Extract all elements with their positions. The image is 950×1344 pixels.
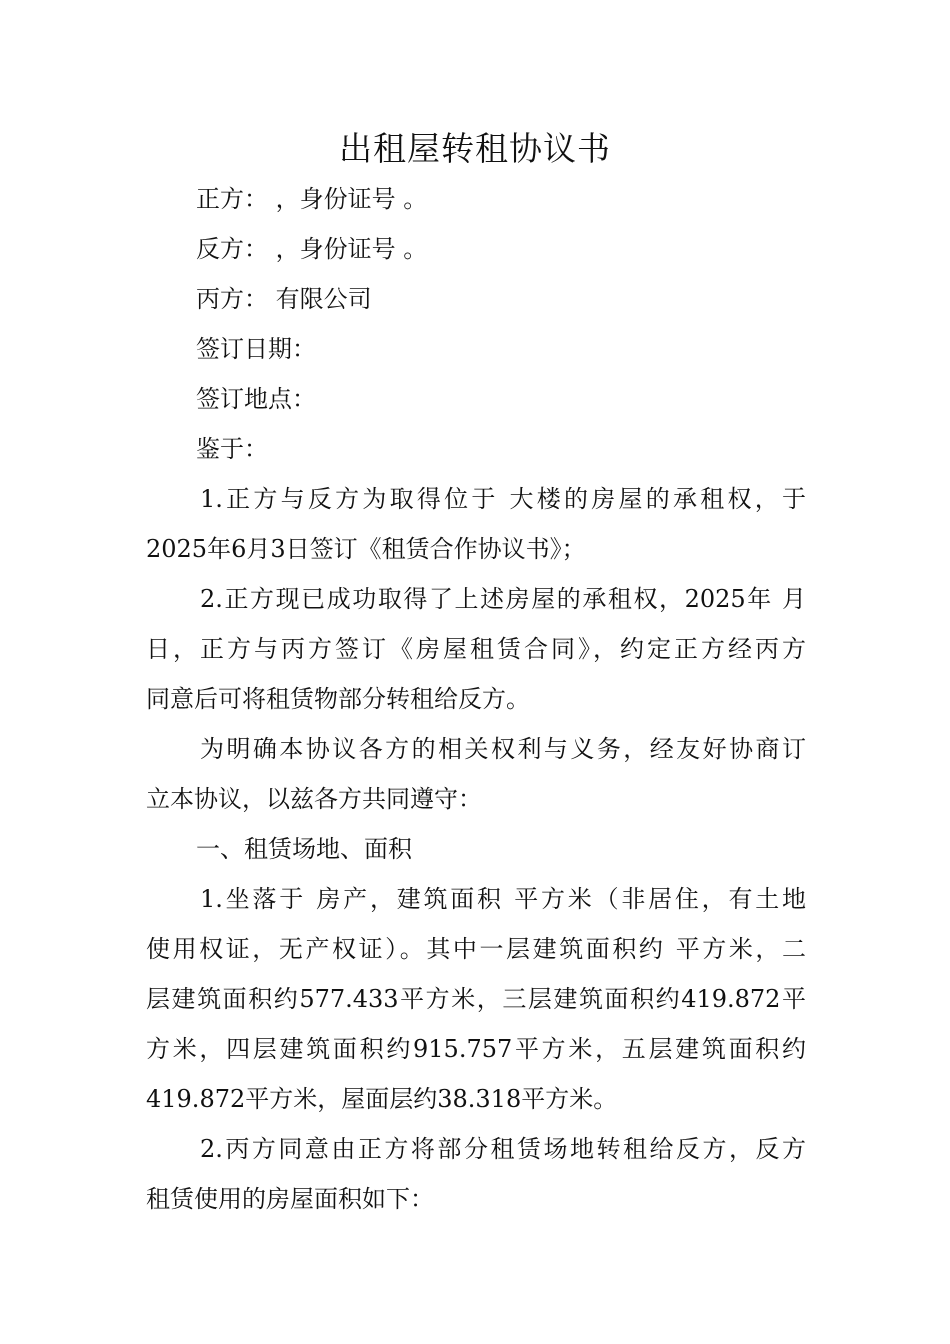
whereas-1-line-2: 2025年6月3日签订《租赁合作协议书》；	[146, 535, 586, 563]
clause-1-line-2: 使用权证，无产权证）。其中一层建筑面积约 平方米，二	[146, 935, 806, 963]
whereas-1-line-1: 1.正方与反方为取得位于 大楼的房屋的承租权，于	[200, 485, 806, 513]
whereas-2-line-2: 日，正方与丙方签订《房屋租赁合同》，约定正方经丙方	[146, 635, 806, 663]
sign-place-line: 签订地点：	[196, 385, 316, 413]
purpose-line-2: 立本协议，以兹各方共同遵守：	[146, 785, 482, 813]
section-1-heading: 一、租赁场地、面积	[196, 835, 412, 863]
sign-date-line: 签订日期：	[196, 335, 316, 363]
whereas-2-line-3: 同意后可将租赁物部分转租给反方。	[146, 685, 530, 713]
party-b-line: 反方： ，身份证号 。	[196, 235, 428, 263]
clause-1-line-1: 1.坐落于 房产，建筑面积 平方米（非居住，有土地	[200, 885, 806, 913]
whereas-2-line-1: 2.正方现已成功取得了上述房屋的承租权，2025年 月	[200, 585, 806, 613]
purpose-line-1: 为明确本协议各方的相关权利与义务，经友好协商订	[200, 735, 806, 763]
document-title: 出租屋转租协议书	[339, 129, 611, 168]
clause-2-line-2: 租赁使用的房屋面积如下：	[146, 1185, 434, 1213]
party-c-line: 丙方： 有限公司	[196, 285, 372, 313]
clause-1-line-4: 方米，四层建筑面积约915.757平方米，五层建筑面积约	[146, 1035, 806, 1063]
clause-1-line-5: 419.872平方米，屋面层约38.318平方米。	[146, 1085, 618, 1113]
whereas-label: 鉴于：	[196, 435, 268, 463]
clause-1-line-3: 层建筑面积约577.433平方米，三层建筑面积约419.872平	[146, 985, 806, 1013]
party-a-line: 正方： ，身份证号 。	[196, 185, 428, 213]
clause-2-line-1: 2.丙方同意由正方将部分租赁场地转租给反方，反方	[200, 1135, 806, 1163]
